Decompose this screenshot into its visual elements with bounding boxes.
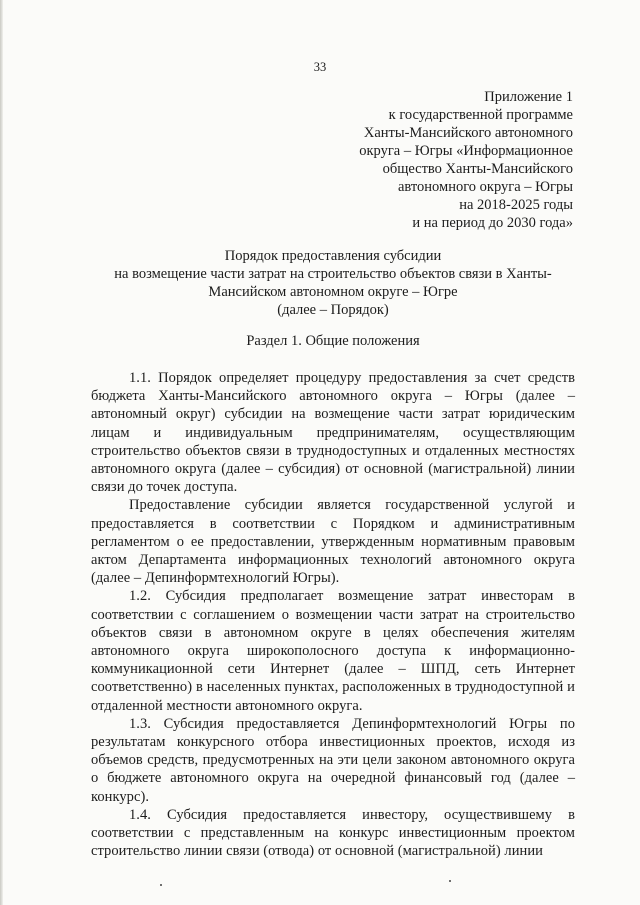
paragraph-1-3: 1.3. Субсидия предоставляется Депинформтехнологий Югры по результатам конкурсного отбора инвестиционных проектов, исходя из объемов средств, предусмотренных на эти цели законом автономного округа о бюджете автономного округа на очередной финансовый год (далее – конкурс).	[91, 715, 575, 805]
page-number: 33	[313, 60, 327, 74]
paragraph-1-2: 1.2. Субсидия предполагает возмещение затрат инвесторам в соответствии с соглашением о возмещении части затрат на строительство объектов связи в автономном округе в целях обеспечения жителям автономного округа широкополосного доступа к информационно-коммуникационной сети Интернет (далее – ШПД, сеть Интернет соответственно) в населенных пунктах, расположенных в труднодоступной и отдаленной местности автономного округа.	[91, 588, 575, 714]
paragraph-1-4: 1.4. Субсидия предоставляется инвестору, осуществившему в соответствии с представленным на конкурс инвестиционным проектом строительство линии связи (отвода) от основной (магистральной) линии	[91, 806, 575, 860]
appendix-line: и на период до 2030 года»	[412, 215, 573, 231]
appendix-line: на 2018-2025 годы	[459, 197, 573, 213]
title-line: на возмещение части затрат на строительство объектов связи в Ханты-	[114, 266, 552, 282]
document-title	[90, 247, 576, 319]
appendix-line: Ханты-Мансийского автономного	[363, 125, 573, 141]
title-line: Мансийском автономном округе – Югре	[208, 284, 458, 300]
appendix-line: Приложение 1	[484, 89, 573, 105]
title-line: (далее – Порядок)	[277, 302, 389, 318]
appendix-block	[359, 88, 573, 232]
page-edge-shadow	[0, 0, 3, 905]
paragraph-1-1: 1.1. Порядок определяет процедуру предоставления за счет средств бюджета Ханты-Мансийского автономного округа – Югры (далее – автономный округ) субсидии на возмещение части затрат юридическим лицам и индивидуальным предпринимателям, осуществляющим строительство объектов связи в труднодоступных и отдаленных местностях автономного округа (далее – субсидия) от основной (магистральной) линии связи до точек доступа.	[91, 370, 575, 496]
body-text	[91, 369, 575, 860]
scan-speck	[449, 880, 451, 882]
appendix-line: автономного округа – Югры	[397, 179, 573, 195]
scan-speck	[160, 884, 162, 886]
title-line: Порядок предоставления субсидии	[224, 248, 442, 264]
appendix-line: общество Ханты-Мансийского	[382, 161, 573, 177]
appendix-line: округа – Югры «Информационное	[359, 143, 573, 159]
paragraph-services: Предоставление субсидии является государственной услугой и предоставляется в соответствии с Порядком и административным регламентом о ее предоставлении, утвержденным нормативным правовым актом Департамента информационных технологий автономного округа (далее – Депинформтехнологий Югры).	[91, 497, 575, 587]
appendix-line: к государственной программе	[388, 107, 573, 123]
section-heading: Раздел 1. Общие положения	[246, 333, 420, 349]
